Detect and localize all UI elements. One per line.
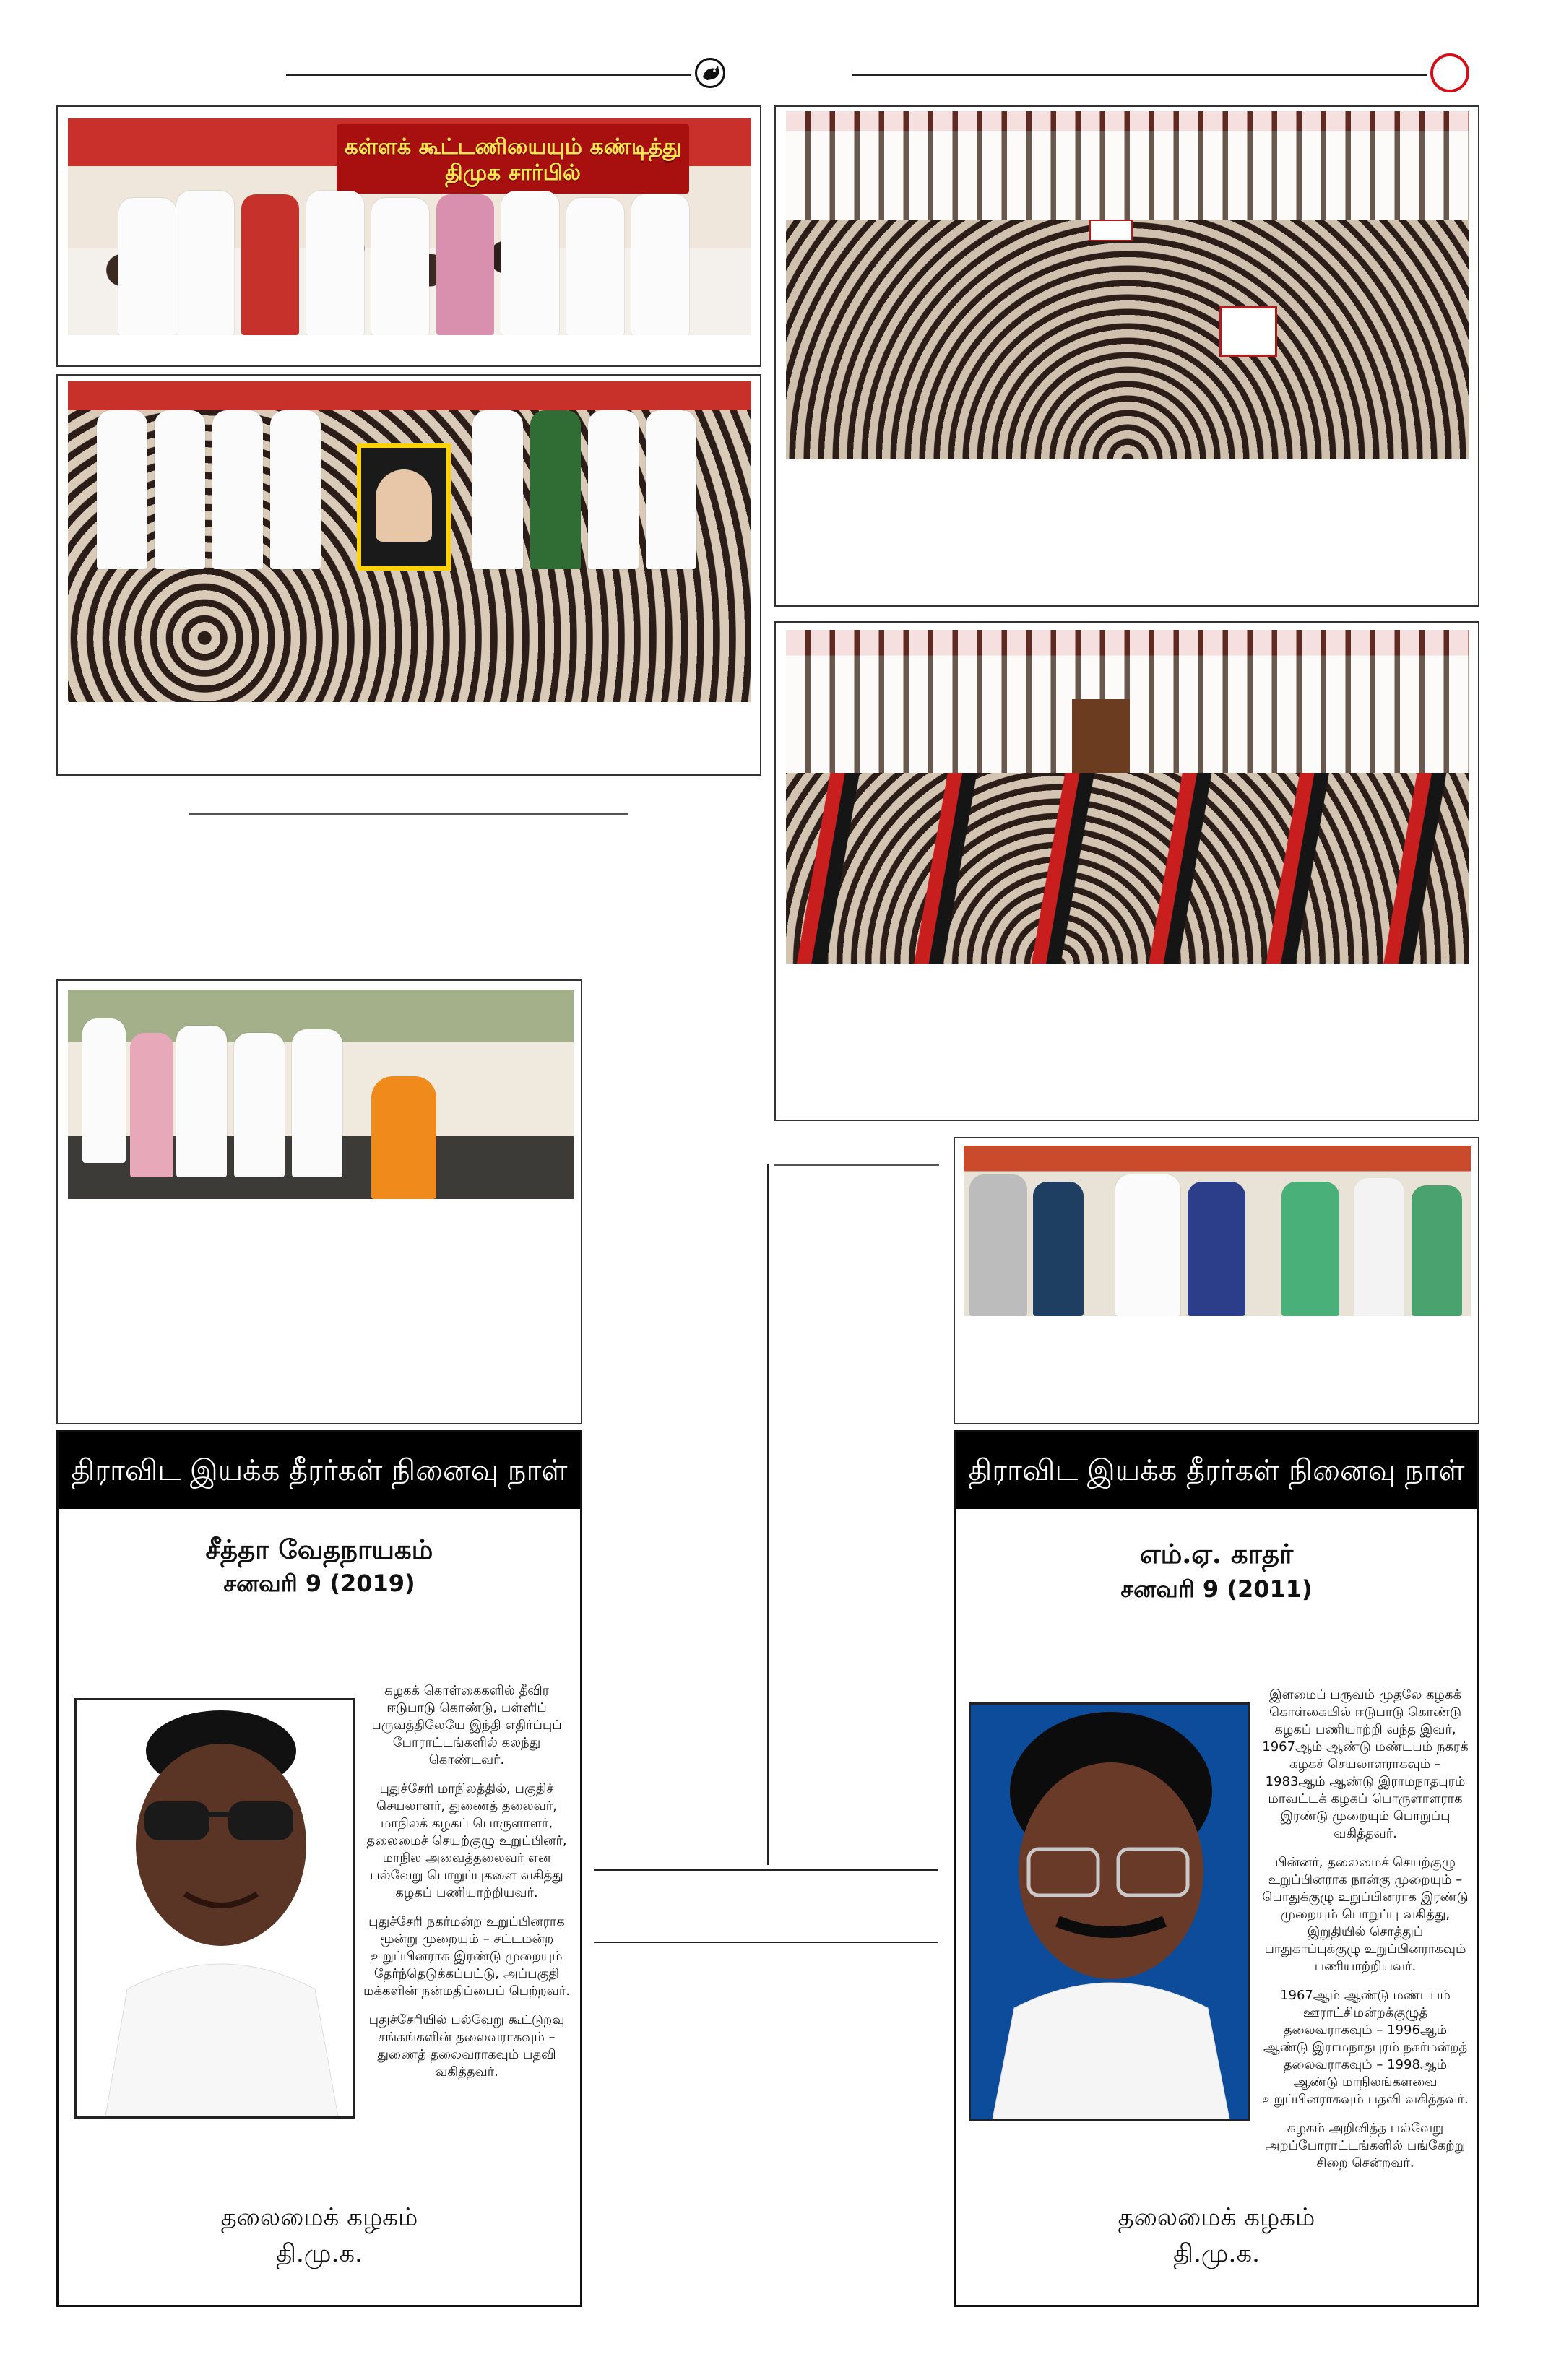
rally-photo-1 [68, 118, 751, 335]
photo-person [176, 1026, 227, 1177]
photo-person [1412, 1185, 1462, 1316]
photo-person [176, 191, 234, 335]
photo-person [588, 410, 639, 569]
photo-person [1188, 1182, 1245, 1316]
page-number-circle-icon [1430, 53, 1469, 92]
column-divider-rule [774, 1164, 939, 1166]
photo-person [1354, 1178, 1404, 1316]
photo-person [292, 1029, 342, 1177]
rally-photo-4-flags [786, 773, 1469, 964]
story-frame-6 [954, 1137, 1479, 1424]
tribute-name: சீத்தா வேதநாயகம் [205, 1533, 433, 1565]
rally-photo-3-crowd [786, 220, 1469, 459]
story-frame-3 [774, 105, 1479, 607]
signatory-line-1: தலைமைக் கழகம் [220, 2203, 418, 2232]
tribute-notice-seetha-vedanayagam [56, 1430, 582, 2307]
bio-paragraph: புதுச்சேரியில் பல்வேறு கூட்டுறவு சங்கங்களின் தலைவராகவும் – துணைத் தலைவராகவும் பதவி வகித்தவர். [368, 2012, 565, 2080]
leader-portrait-placard [357, 443, 451, 571]
photo-person [306, 191, 364, 335]
photo-person [1115, 1174, 1180, 1316]
signatory-line-2: தி.மு.க. [1173, 2239, 1260, 2268]
rally-banner [337, 124, 689, 194]
photo-person [371, 198, 429, 335]
protest-placard [1219, 306, 1277, 357]
protest-placard [1089, 220, 1133, 241]
bio-paragraph: கழகக் கொள்கைகளில் தீவிர ஈடுபாடு கொண்டு, பள்ளிப் பருவத்திலேயே இந்தி எதிர்ப்புப் போராட்டங்களில் கலந்து கொண்டவர். [371, 1683, 562, 1767]
tribute-bio [360, 1682, 573, 2093]
photo-person [270, 410, 321, 569]
column-divider-rule [594, 1869, 938, 1871]
masthead-emblem-icon [695, 58, 725, 88]
bio-paragraph: இளமைப் பருவம் முதலே கழகக் கொள்கையில் ஈடுபாடு கொண்டு கழகப் பணியாற்றி வந்த இவர், 1967ஆம் ஆண்டு மண்டபம் நகரக் கழகச் செயலாளராகவும் – 1983ஆம் ஆண்டு இராமநாதபுரம் மாவட்டக் கழகப் பொருளாளராக இரண்டு முறையும் பொறுப்பு வகித்தவர். [1262, 1687, 1469, 1841]
tribute-date: சனவரி 9 (2019) [223, 1570, 415, 1597]
photo-stage-backdrop [68, 381, 751, 410]
photo-person [501, 191, 559, 335]
photo-person [566, 198, 624, 335]
photo-person [436, 194, 494, 335]
story-frame-5 [56, 979, 582, 1424]
photo-person [646, 410, 696, 569]
photo-person [1033, 1182, 1084, 1316]
story-frame-2 [56, 374, 761, 776]
photo-person [1281, 1182, 1339, 1316]
bio-paragraph: 1967ஆம் ஆண்டு மண்டபம் ஊராட்சிமன்றக்குழுத் தலைவராகவும் – 1996ஆம் ஆண்டு இராமநாதபுரம் நகர்மன்றத் தலைவராகவும் – 1998ஆம் ஆண்டு மாநிலங்களவை உறுப்பினராகவும் பதவி வகித்தவர். [1262, 1988, 1469, 2107]
photo-person [969, 1174, 1027, 1316]
photo-person [530, 410, 581, 569]
photo-person [371, 1076, 436, 1199]
tribute-portrait [74, 1698, 355, 2119]
column-divider-rule [594, 1942, 938, 1943]
rally-photo-2 [68, 381, 751, 702]
welfare-assistance-photo [964, 1146, 1471, 1316]
rally-photo-3-stage [786, 111, 1469, 220]
rally-photo-4-stage [786, 630, 1469, 773]
tribute-date: சனவரி 9 (2011) [1120, 1575, 1313, 1603]
header-rule-left [286, 74, 691, 76]
tribute-bio [1261, 1687, 1470, 2184]
tribute-header: திராவிட இயக்க தீரர்கள் நினைவு நாள் [956, 1432, 1477, 1509]
photo-person [130, 1033, 173, 1177]
photo-person [82, 1018, 126, 1163]
photo-person [155, 410, 205, 569]
signatory-line-2: தி.மு.க. [276, 2239, 363, 2268]
tribute-header: திராவிட இயக்க தீரர்கள் நினைவு நாள் [59, 1432, 580, 1509]
story-frame-4 [774, 621, 1479, 1121]
bio-paragraph: புதுச்சேரி நகர்மன்ற உறுப்பினராக மூன்று முறையும் – சட்டமன்ற உறுப்பினராக இரண்டு முறையும் தேர்ந்தெடுக்கப்பட்டு, அப்பகுதி மக்களின் நன்மதிப்பைப் பெற்றவர். [363, 1914, 571, 1999]
story-frame-1 [56, 105, 761, 367]
photo-person [241, 194, 299, 335]
rally-banner-slogan: கள்ளக் கூட்டணியையும் கண்டித்து திமுக சார்பில் [344, 134, 682, 186]
tribute-portrait [969, 1702, 1250, 2121]
tribute-notice-ma-kadar [954, 1430, 1479, 2307]
photo-person [631, 194, 689, 335]
bio-paragraph: புதுச்சேரி மாநிலத்தில், பகுதிச் செயலாளர், துணைத் தலைவர், மாநிலக் கழகப் பொருளாளர், தலைமைச் செயற்குழு உறுப்பினர், மாநில அவைத்தலைவர் என பல்வேறு பொறுப்புகளை வகித்து கழகப் பணியாற்றியவர். [366, 1781, 567, 1900]
column-divider-rule [767, 1164, 769, 1865]
tribute-name: எம்.ஏ. காதர் [1139, 1538, 1294, 1570]
photo-person [472, 410, 523, 569]
podium [1072, 699, 1130, 773]
bio-paragraph: பின்னர், தலைமைச் செயற்குழு உறுப்பினராக நான்கு முறையும் – பொதுக்குழு உறுப்பினராக இரண்டு முறையும் பொறுப்பு வகித்து, இறுதியில் சொத்துப் பாதுகாப்புக்குழு உறுப்பினராகவும் பணியாற்றியவர். [1262, 1855, 1469, 1974]
photo-person [234, 1033, 285, 1177]
signatory-line-1: தலைமைக் கழகம் [1118, 2203, 1315, 2232]
relief-photo [68, 990, 574, 1199]
column-divider-rule [189, 813, 628, 815]
photo-person [97, 410, 147, 569]
header-rule-right [852, 74, 1427, 76]
photo-person [212, 410, 263, 569]
photo-person [118, 198, 176, 335]
bio-paragraph: கழகம் அறிவித்த பல்வேறு அறப்போராட்டங்களில் பங்கேற்று சிறை சென்றவர். [1265, 2121, 1466, 2171]
